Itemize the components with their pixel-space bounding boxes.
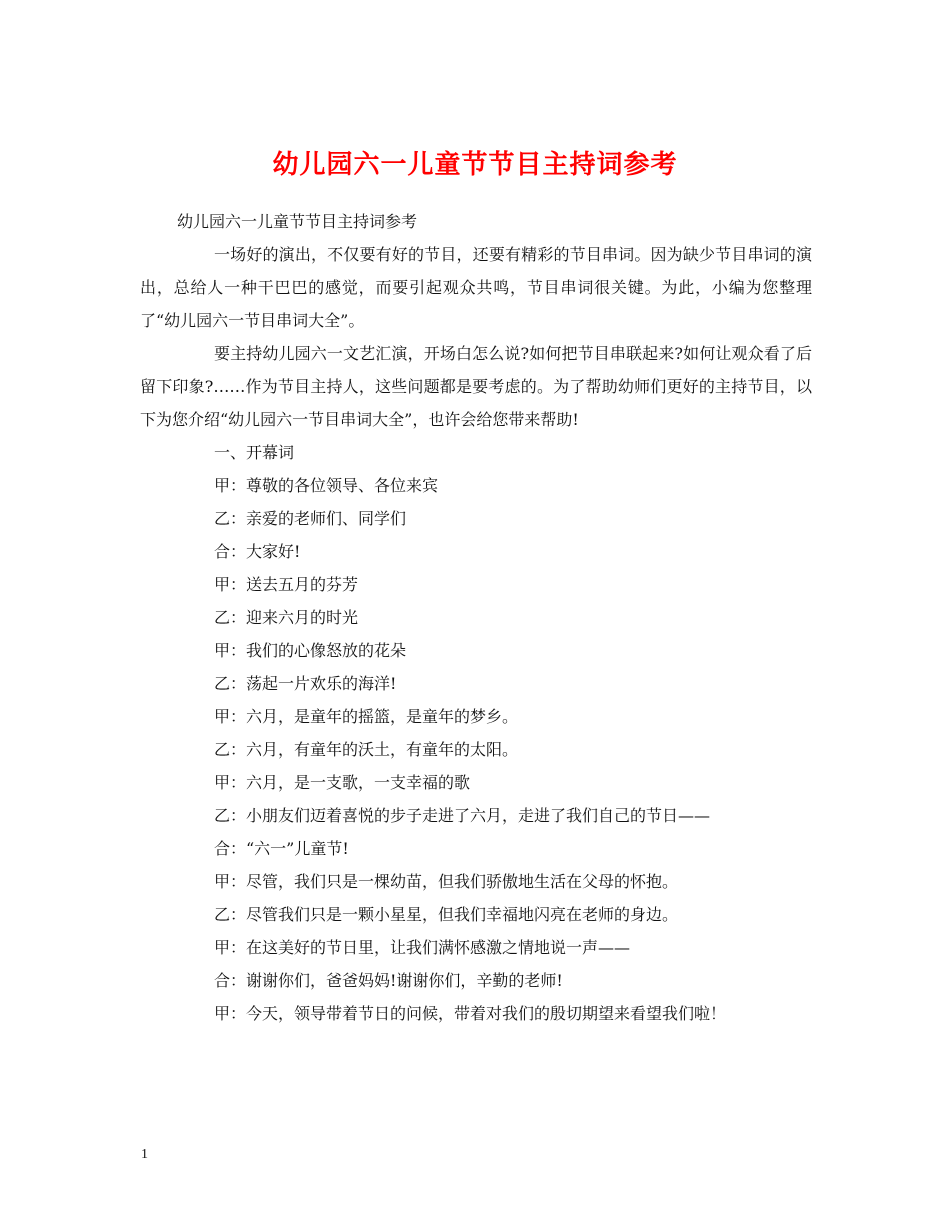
dialogue-line: 甲：送去五月的芬芳 <box>214 575 359 594</box>
document-body <box>140 205 812 1030</box>
dialogue-line: 合：大家好! <box>214 542 301 561</box>
intro-paragraph-1: 一场好的演出，不仅要有好的节目，还要有精彩的节目串词。因为缺少节目串词的演出，总给人一种干巴巴的感觉，而要引起观众共鸣，节目串词很关键。为此，小编为您整理了“幼儿园六一节目串词大全”。 <box>140 245 812 330</box>
dialogue-line: 甲：尊敬的各位领导、各位来宾 <box>214 476 439 495</box>
dialogue-line: 合：“六一”儿童节! <box>214 839 349 858</box>
dialogue-line: 甲：六月，是一支歌，一支幸福的歌 <box>214 773 471 792</box>
subtitle-paragraph: 幼儿园六一儿童节节目主持词参考 <box>177 212 418 231</box>
dialogue-line: 甲：今天，领导带着节日的问候，带着对我们的殷切期望来看望我们啦！ <box>214 1004 727 1023</box>
dialogue-line: 合：谢谢你们，爸爸妈妈!谢谢你们，辛勤的老师! <box>214 971 563 990</box>
dialogue-line: 甲：六月，是童年的摇篮，是童年的梦乡。 <box>214 707 519 726</box>
dialogue-line: 乙：亲爱的老师们、同学们 <box>214 509 407 528</box>
intro-paragraph-2: 要主持幼儿园六一文艺汇演，开场白怎么说?如何把节目串联起来?如何让观众看了后留下印象?……作为节目主持人，这些问题都是要考虑的。为了帮助幼师们更好的主持节目，以下为您介绍“幼儿园六一节目串词大全”，也许会给您带来帮助! <box>140 344 812 429</box>
dialogue-line: 乙：小朋友们迈着喜悦的步子走进了六月，走进了我们自己的节日—— <box>214 806 711 825</box>
dialogue-line: 乙：迎来六月的时光 <box>214 608 359 627</box>
section-heading: 一、开幕词 <box>214 443 295 462</box>
dialogue-line: 乙：六月，有童年的沃土，有童年的太阳。 <box>214 740 519 759</box>
dialogue-line: 乙：尽管我们只是一颗小星星，但我们幸福地闪亮在老师的身边。 <box>214 905 679 924</box>
page-number: 1 <box>141 1147 148 1162</box>
dialogue-line: 乙：荡起一片欢乐的海洋! <box>214 674 397 693</box>
document-title: 幼儿园六一儿童节节目主持词参考 <box>272 150 678 181</box>
dialogue-line: 甲：尽管，我们只是一棵幼苗，但我们骄傲地生活在父母的怀抱。 <box>214 872 679 891</box>
dialogue-line: 甲：我们的心像怒放的花朵 <box>214 641 407 660</box>
dialogue-line: 甲：在这美好的节日里，让我们满怀感激之情地说一声—— <box>214 938 631 957</box>
